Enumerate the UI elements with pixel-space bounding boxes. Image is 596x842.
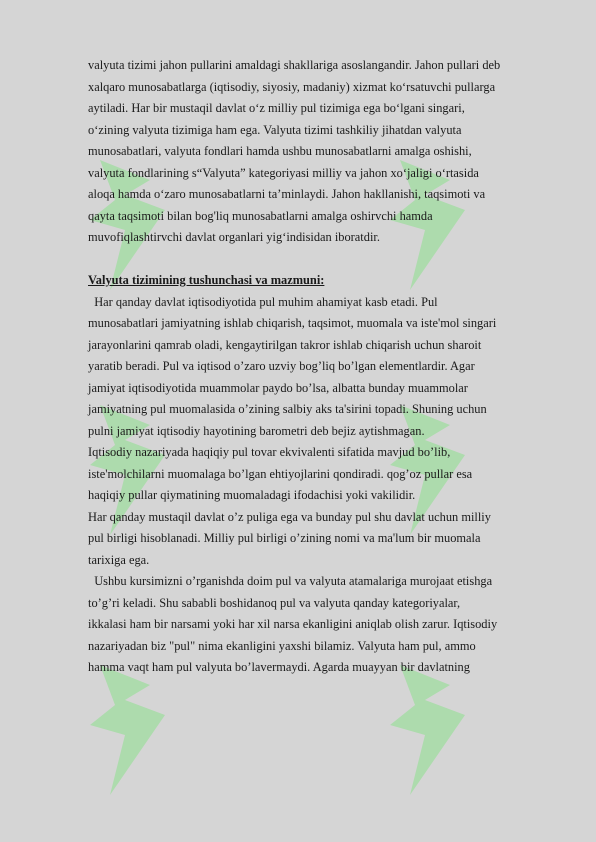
text-line: to’g’ri keladi. Shu sababli boshidanoq pul va valyuta qanday kategoriyalar, — [88, 595, 461, 610]
section-heading: Valyuta tizimining tushunchasi va mazmuni: — [88, 273, 325, 287]
body-text — [88, 55, 558, 679]
paragraph-main — [88, 292, 558, 679]
text-line: Har qanday mustaqil davlat o’z puliga ega va bunday pul shu davlat uchun milliy — [88, 509, 491, 524]
text-line: muvofiqlashtirvchi davlat organlari yig‘indisidan iboratdir. — [88, 230, 380, 244]
text-line: hamma vaqt ham pul valyuta bo’lavermaydi. Agarda muayyan bir davlatning — [88, 660, 470, 674]
text-line: xalqaro munosabatlarga (iqtisodiy, siyosiy, madaniy) xizmat ko‘rsatuvchi pullarga — [88, 79, 496, 94]
text-line: jamiyatning pul muomalasida o’zining salbiy aks ta'sirini topadi. Shuning uchun — [88, 402, 487, 416]
text-line: pul birligi hisoblanadi. Milliy pul birligi o’zining nomi va ma'lum bir muomala — [88, 531, 481, 545]
text-line: aloqa hamda o‘zaro munosabatlarni ta’minlaydi. Jahon hakllanishi, taqsimoti va — [88, 187, 486, 201]
text-line: Ushbu kursimizni o’rganishda doim pul va valyuta atamalariga murojaat etishga — [88, 574, 493, 588]
text-line: o‘zining valyuta tizimiga ham ega. Valyuta tizimi tashkiliy jihatdan valyuta — [88, 122, 462, 137]
text-line: munosabatlari, valyuta fondlari hamda ushbu munosabatlarni amalga oshishi, — [88, 144, 472, 158]
paragraph-intro — [88, 55, 558, 249]
text-line: jarayonlarini qamrab oladi, kengaytirilgan takror ishlab chiqarish uchun sharoit — [88, 337, 482, 352]
text-line: jamiyat iqtisodiyotida muammolar paydo bo’lsa, albatta bunday muammolar — [88, 380, 468, 395]
text-line: nazariyadan biz "pul" nima ekanligini yaxshi bilamiz. Valyuta ham pul, ammo — [88, 638, 476, 653]
text-line: qayta taqsimoti bilan bog'liq munosabatlarni amalga oshirvchi hamda — [88, 208, 433, 223]
text-line: tarixiga ega. — [88, 552, 150, 567]
text-line: valyuta fondlarining s“Valyuta” kategoriyasi milliy va jahon xo‘jaligi o‘rtasida — [88, 165, 479, 180]
text-line: munosabatlari jamiyatning ishlab chiqarish, taqsimot, muomala va iste'mol singari — [88, 316, 497, 330]
text-line: valyuta tizimi jahon pullarini amaldagi shakllariga asoslangandir. Jahon pullari deb — [88, 58, 501, 72]
text-line: ikkalasi ham bir narsami yoki har xil narsa ekanligini aniqlab olish zarur. Iqtisodiy — [88, 617, 498, 631]
text-line: iste'molchilarni muomalaga bo’lgan ehtiyojlarini qondiradi. qog’oz pullar esa — [88, 466, 473, 481]
text-line: Har qanday davlat iqtisodiyotida pul muhim ahamiyat kasb etadi. Pul — [88, 294, 438, 309]
text-line: Iqtisodiy nazariyada haqiqiy pul tovar ekvivalenti sifatida mavjud bo’lib, — [88, 445, 451, 459]
text-line: aytiladi. Har bir mustaqil davlat o‘z milliy pul tizimiga ega bo‘lgani singari, — [88, 101, 465, 115]
text-line: haqiqiy pullar qiymatining muomaladagi ifodachisi yoki vakilidir. — [88, 488, 416, 502]
spacer — [88, 249, 558, 271]
text-line: yaratib beradi. Pul va iqtisod o’zaro uzviy bog’liq bo’lgan elementlardir. Agar — [88, 359, 475, 373]
text-line: pulni jamiyat iqtisodiy hayotining barometri deb bejiz aytishmagan. — [88, 423, 425, 438]
